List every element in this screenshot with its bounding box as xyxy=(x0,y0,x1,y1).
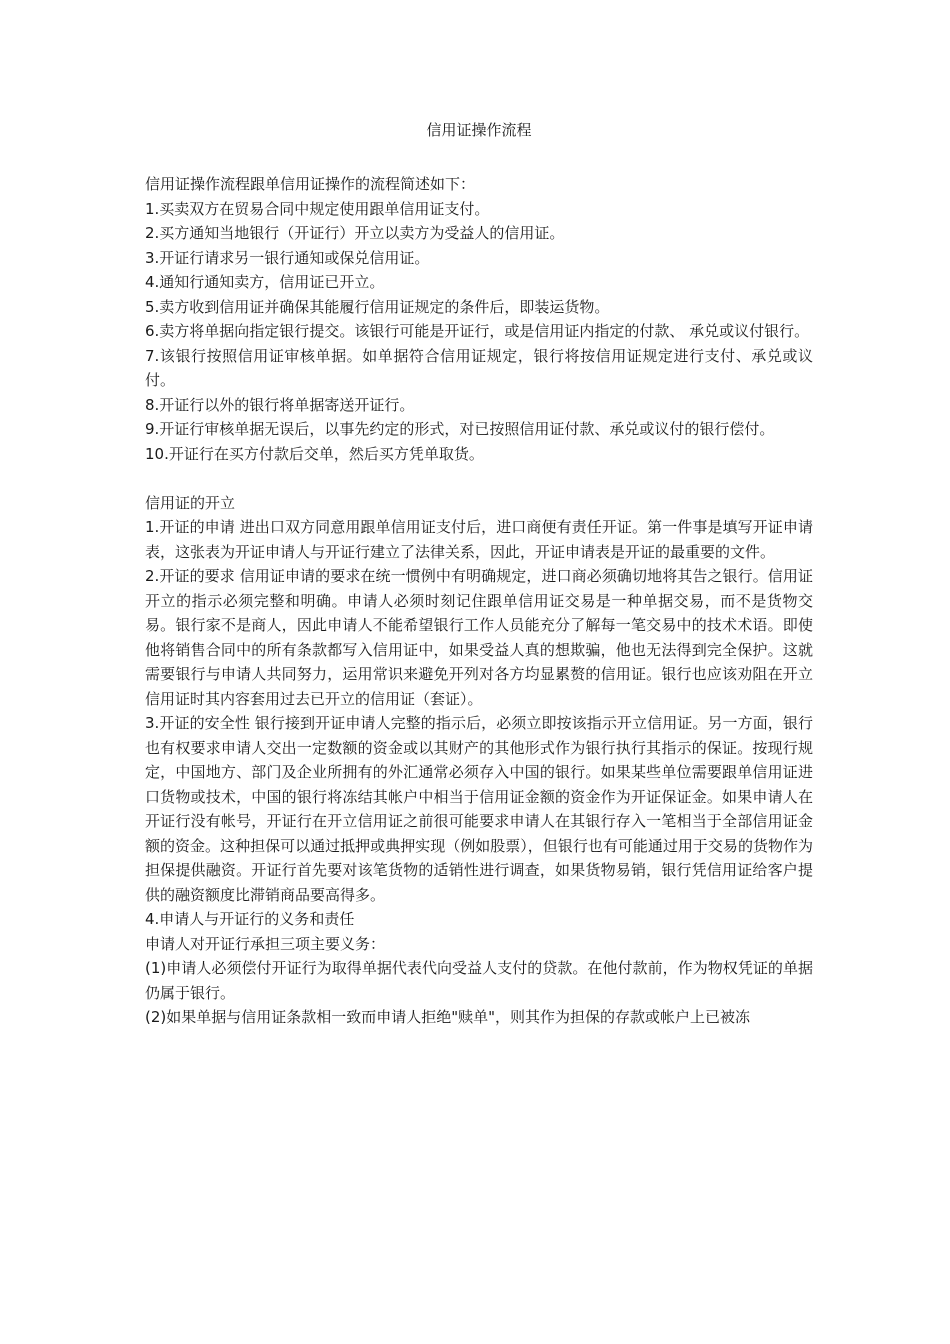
opening-paragraph: 4.申请人与开证行的义务和责任 xyxy=(145,910,355,928)
document-page xyxy=(145,118,813,1030)
section-opening xyxy=(145,491,813,1030)
opening-paragraph: 1.开证的申请 进出口双方同意用跟单信用证支付后，进口商便有责任开证。第一件事是填写开证申请表，这张表为开证申请人与开证行建立了法律关系，因此，开证申请表是开证的最重要的文件。 xyxy=(145,518,813,561)
opening-paragraph: 2.开证的要求 信用证申请的要求在统一惯例中有明确规定，进口商必须确切地将其告之银行。信用证开立的指示必须完整和明确。申请人必须时刻记住跟单信用证交易是一种单据交易，而不是货物交易。银行家不是商人，因此申请人不能希望银行工作人员能充分了解每一笔交易中的技术术语。即使他将销售合同中的所有条款都写入信用证中，如果受益人真的想欺骗，他也无法得到完全保护。这就需要银行与申请人共同努力，运用常识来避免开列对各方均显累赘的信用证。银行也应该劝阻在开立信用证时其内容套用过去已开立的信用证（套证）。 xyxy=(145,567,813,708)
opening-paragraph: 3.开证的安全性 银行接到开证申请人完整的指示后，必须立即按该指示开立信用证。另一方面，银行也有权要求申请人交出一定数额的资金或以其财产的其他形式作为银行执行其指示的保证。按现行规定，中国地方、部门及企业所拥有的外汇通常必须存入中国的银行。如果某些单位需要跟单信用证进口货物或技术，中国的银行将冻结其帐户中相当于信用证金额的资金作为开证保证金。如果申请人在开证行没有帐号，开证行在开立信用证之前很可能要求申请人在其银行存入一笔相当于全部信用证金额的资金。这种担保可以通过抵押或典押实现（例如股票），但银行也有可能通过用于交易的货物作为担保提供融资。开证行首先要对该笔货物的适销性进行调查，如果货物易销，银行凭信用证给客户提供的融资额度比滞销商品要高得多。 xyxy=(145,714,813,904)
opening-paragraph: (1)申请人必须偿付开证行为取得单据代表代向受益人支付的贷款。在他付款前，作为物权凭证的单据仍属于银行。 xyxy=(145,959,813,1002)
process-step: 8.开证行以外的银行将单据寄送开证行。 xyxy=(145,395,415,414)
process-step: 9.开证行审核单据无误后，以事先约定的形式，对已按照信用证付款、承兑或议付的银行偿付。 xyxy=(145,420,775,438)
process-step: 5.卖方收到信用证并确保其能履行信用证规定的条件后，即装运货物。 xyxy=(145,297,610,316)
process-step: 2.买方通知当地银行（开证行）开立以卖方为受益人的信用证。 xyxy=(145,224,565,242)
process-step: 7.该银行按照信用证审核单据。如单据符合信用证规定，银行将按信用证规定进行支付、承兑或议付。 xyxy=(145,346,813,389)
process-step: 6.卖方将单据向指定银行提交。该银行可能是开证行，或是信用证内指定的付款、 承兑或议付银行。 xyxy=(145,322,810,340)
process-step: 10.开证行在买方付款后交单，然后买方凭单取货。 xyxy=(145,444,484,463)
section-intro: 信用证操作流程跟单信用证操作的流程简述如下： xyxy=(145,175,476,193)
process-step: 1.买卖双方在贸易合同中规定使用跟单信用证支付。 xyxy=(145,199,490,218)
paragraph-gap xyxy=(145,466,813,491)
section-heading: 信用证的开立 xyxy=(145,493,236,512)
document-title: 信用证操作流程 xyxy=(426,121,532,139)
process-step: 3.开证行请求另一银行通知或保兑信用证。 xyxy=(145,248,430,267)
opening-paragraph: 申请人对开证行承担三项主要义务： xyxy=(145,934,386,953)
section-process xyxy=(145,172,813,466)
process-step: 4.通知行通知卖方，信用证已开立。 xyxy=(145,273,385,291)
opening-paragraph: (2)如果单据与信用证条款相一致而申请人拒绝"赎单"，则其作为担保的存款或帐户上已被冻 xyxy=(145,1008,751,1026)
